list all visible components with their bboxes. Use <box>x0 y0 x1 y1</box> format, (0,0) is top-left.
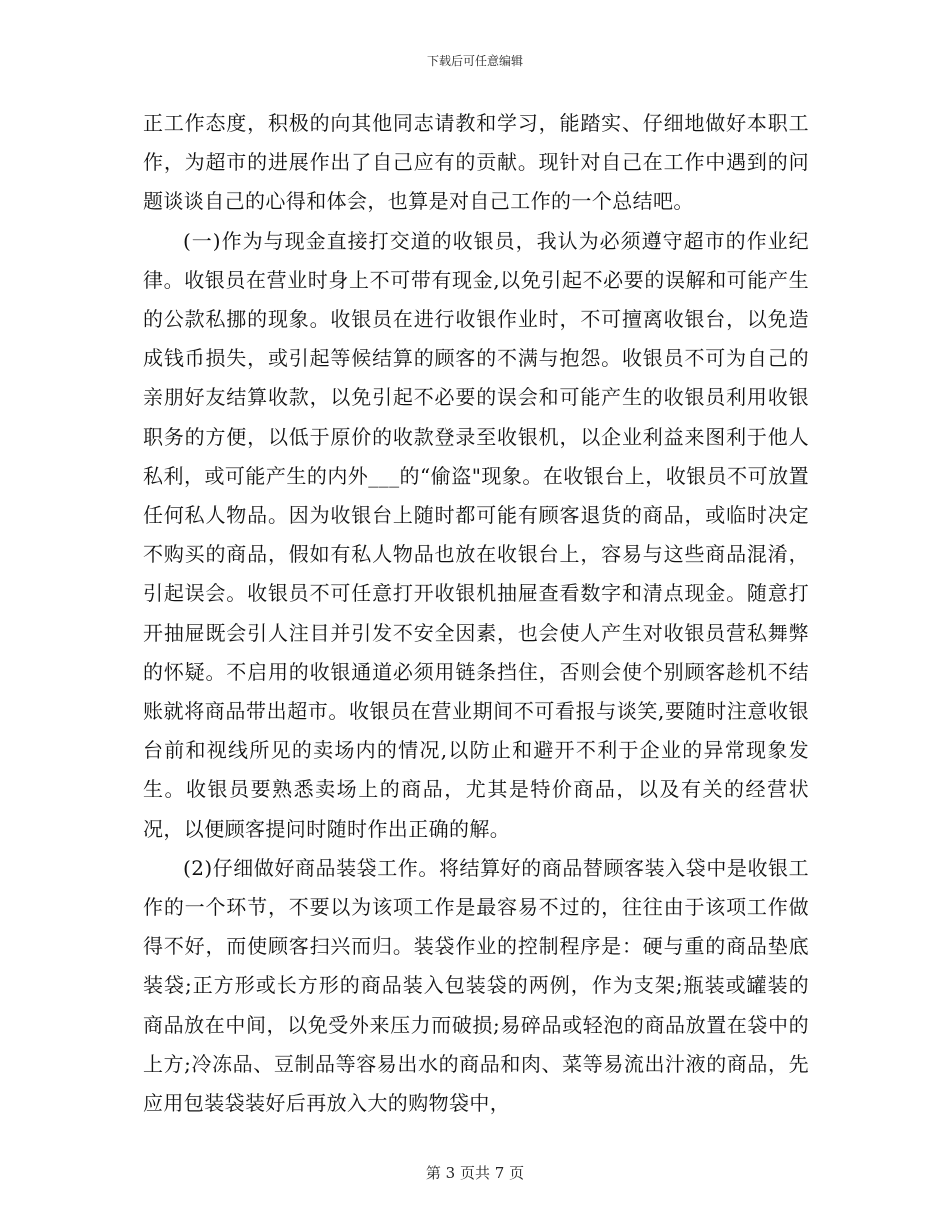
paragraph-bagging: (2)仔细做好商品装袋工作。将结算好的商品替顾客装入袋中是收银工作的一个环节，不要以为该项工作是最容易不过的，往往由于该项工作做得不好，而使顾客扫兴而归。装袋作业的控制程序是：硬与重的商品垫底装袋;正方形或长方形的商品装入包装袋的两例，作为支架;瓶装或罐装的商品放在中间，以免受外来压力而破损;易碎品或轻泡的商品放置在袋中的上方;冷冻品、豆制品等容易出水的商品和肉、菜等易流出汁液的商品，先应用包装袋装好后再放入大的购物袋中， <box>143 855 809 1116</box>
document-body <box>143 104 809 1123</box>
paragraph-cashier-discipline: (一)作为与现金直接打交道的收银员，我认为必须遵守超市的作业纪律。收银员在营业时身上不可带有现金,以免引起不必要的误解和可能产生的公款私挪的现象。收银员在进行收银作业时，不可擅离收银台，以免造成钱币损失，或引起等候结算的顾客的不满与抱怨。收银员不可为自己的亲朋好友结算收款，以免引起不必要的误会和可能产生的收银员利用收银职务的方便，以低于原价的收款登录至收银机，以企业利益来图利于他人私利，或可能产生的内外___的“偷盗"现象。在收银台上，收银员不可放置任何私人物品。因为收银台上随时都可能有顾客退货的商品，或临时决定不购买的商品，假如有私人物品也放在收银台上，容易与这些商品混淆，引起误会。收银员不可任意打开收银机抽屉查看数字和清点现金。随意打开抽屉既会引人注目并引发不安全因素，也会使人产生对收银员营私舞弊的怀疑。不启用的收银通道必须用链条挡住，否则会使个别顾客趁机不结账就将商品带出超市。收银员在营业期间不可看报与谈笑,要随时注意收银台前和视线所见的卖场内的情况,以防止和避开不利于企业的异常现象发生。收银员要熟悉卖场上的商品，尤其是特价商品，以及有关的经营状况，以便顾客提问时随时作出正确的解。 <box>143 228 809 841</box>
paragraph-intro: 正工作态度，积极的向其他同志请教和学习，能踏实、仔细地做好本职工作，为超市的进展作出了自己应有的贡献。现针对自己在工作中遇到的问题谈谈自己的心得和体会，也算是对自己工作的一个总结吧。 <box>143 111 809 214</box>
page-footer: 第 3 页共 7 页 <box>425 1164 525 1182</box>
page-header: 下载后可任意编辑 <box>426 54 523 68</box>
